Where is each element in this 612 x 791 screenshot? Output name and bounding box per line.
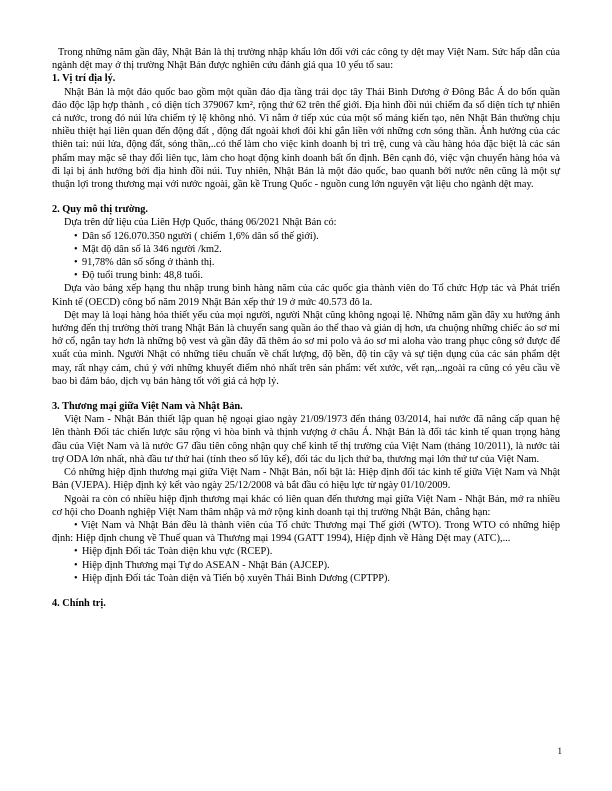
section-4-heading: 4. Chính trị. [52, 597, 106, 609]
agreements-list [52, 545, 560, 585]
intro-paragraph: Trong những năm gần đây, Nhật Bản là thị trường nhập khẩu lớn đối với các công ty dệt may Việt Nam. Sức hấp dẫn của ngành dệt may ở thị trường Nhật Bản được nghiên cứu đánh giá qua 10 yếu tố sau: [52, 47, 560, 72]
population-list [52, 230, 560, 283]
section-2-heading: 2. Quy mô thị trường. [52, 204, 148, 216]
list-item: • Hiệp định Đối tác Toàn diện khu vực (RCEP). [74, 546, 273, 558]
section-3-heading: 3. Thương mại giữa Việt Nam và Nhật Bản. [52, 401, 243, 413]
section-1-heading: 1. Vị trí địa lý. [52, 73, 116, 85]
section-3-paragraph-1: Việt Nam - Nhật Bản thiết lập quan hệ ngoại giao ngày 21/09/1973 đến tháng 03/2014, hai nước đã nâng cấp quan hệ lên thành Đối tác chiến lược sâu rộng vì hòa bình và thịnh vượng ở châu Á. Nhật Bản là đối tác kinh tế quan trọng hàng đầu của Việt Nam và là nước G7 đầu tiên công nhận quy chế kinh tế thị trường của Việt Nam (tháng 10/2011), là nước tài trợ ODA lớn nhất, nhà đầu tư thứ hai (tính theo số lũy kế), đối tác du lịch thứ ba, thương mại lớn thứ tư của Việt Nam. [52, 414, 560, 465]
wto-paragraph: • Việt Nam và Nhật Bản đều là thành viên của Tổ chức Thương mại Thế giới (WTO). Trong WTO có những hiệp định: Hiệp định chung về Thuế quan và Thương mại 1994 (GATT 1994), Hiệp định về Hàng Dệt may (ATC),... [52, 519, 560, 545]
section-1-body: Nhật Bản là một đảo quốc bao gồm một quần đảo địa tầng trải dọc tây Thái Bình Dương ở Đông Bắc Á do bốn quần đảo độc lập hợp thành , có diện tích 379067 km², rộng thứ 62 trên thế giới. Địa hình đồi núi chiếm đa số diện tích tự nhiên cả nước, trong đó núi lửa chiếm tỷ lệ không nhỏ. Vì nằm ở tiếp xúc của một số mảng kiến tạo, nên Nhật Bản thường chịu nhiều thiệt hại liên quan đến động đất , động đất ngoài khơi đôi khi gắn liền với những cơn sóng thần. Ảnh hưởng của các thiên tai: núi lửa, động đất, sóng thần,..có thể làm cho việc kinh doanh bị trì trệ, cung và cầu hàng hóa đặc biệt là các sản phẩm may mặc sẽ thay đổi liên tục, làm cho hoạt động kinh doanh bất ổn định. Bên cạnh đó, việc vận chuyển hàng hóa và đi lại bị ảnh hưởng bởi địa hình đồi núi. Tuy nhiên, Nhật Bản là một đảo quốc, bao quanh bởi nước nên cũng là một sự thuận lợi trong thương mại với nước ngoài, gần kề Trung Quốc - nguồn cung lớn nguyên vật liệu cho ngành dệt may. [52, 86, 560, 191]
page-number: 1 [557, 746, 562, 756]
section-2-paragraph-1: Dựa vào bảng xếp hạng thu nhập trung bình hàng năm của các quốc gia thành viên do Tổ chức Hợp tác và Phát triển Kinh tế (OECD) công bố năm 2019 Nhật Bản xếp thứ 19 ở mức 40.573 đô la. [52, 283, 560, 308]
list-item: • Dân số 126.070.350 người ( chiếm 1,6% dân số thế giới). [74, 230, 319, 242]
list-item: • Hiệp định Đối tác Toàn diện và Tiến bộ xuyên Thái Bình Dương (CPTPP). [74, 572, 390, 584]
section-2-lead: Dựa trên dữ liệu của Liên Hợp Quốc, tháng 06/2021 Nhật Bản có: [64, 217, 337, 229]
list-item: • Hiệp định Thương mại Tự do ASEAN - Nhật Bản (AJCEP). [74, 559, 330, 571]
list-item: • Độ tuổi trung bình: 48,8 tuổi. [74, 270, 203, 282]
list-item: • 91,78% dân số sống ở thành thị. [74, 257, 215, 269]
section-3-paragraph-3: Ngoài ra còn có nhiều hiệp định thương mại khác có liên quan đến thương mại giữa Việt Nam - Nhật Bản, mở ra nhiều cơ hội cho Doanh nghiệp Việt Nam thâm nhập và mở rộng kinh doanh tại thị trường Nhật Bản, chẳng hạn: [52, 493, 560, 518]
list-item: • Mật độ dân số là 346 người /km2. [74, 243, 222, 255]
document-page [52, 46, 560, 610]
section-2-paragraph-2: Dệt may là loại hàng hóa thiết yếu của mọi người, người Nhật cũng không ngoại lệ. Những năm gần đây xu hướng ảnh hưởng đến thị trường thời trang Nhật Bản là chuyển sang quần áo thể thao và giản dị hơn, ưa chuộng những chiếc áo sơ mi hở cổ, ngắn tay hơn là những bộ vest và gần đây đã thêm áo sơ mi polo và áo sơ mi aloha vào trang phục công sở được để xuất của mình. Người Nhật có những tiêu chuẩn về chất lượng, độ bền, độ tin cậy và sự tiện dụng của các sản phẩm dệt may, rất nhạy cảm, chú ý với những khuyết điểm nhỏ nhất trên sản phẩm: vết xước, vết rạn,..ngoài ra cũng có yêu cầu về bao bì đảm bảo, dịch vụ bán hàng tốt với giá cả hợp lý. [52, 309, 560, 387]
section-3-paragraph-2: Có những hiệp định thương mại giữa Việt Nam - Nhật Bản, nổi bật là: Hiệp định đối tác kinh tế giữa Việt Nam và Nhật Bản (VJEPA). Hiệp định ký kết vào ngày 25/12/2008 và bắt đầu có hiệu lực từ ngày 01/10/2009. [52, 467, 560, 492]
